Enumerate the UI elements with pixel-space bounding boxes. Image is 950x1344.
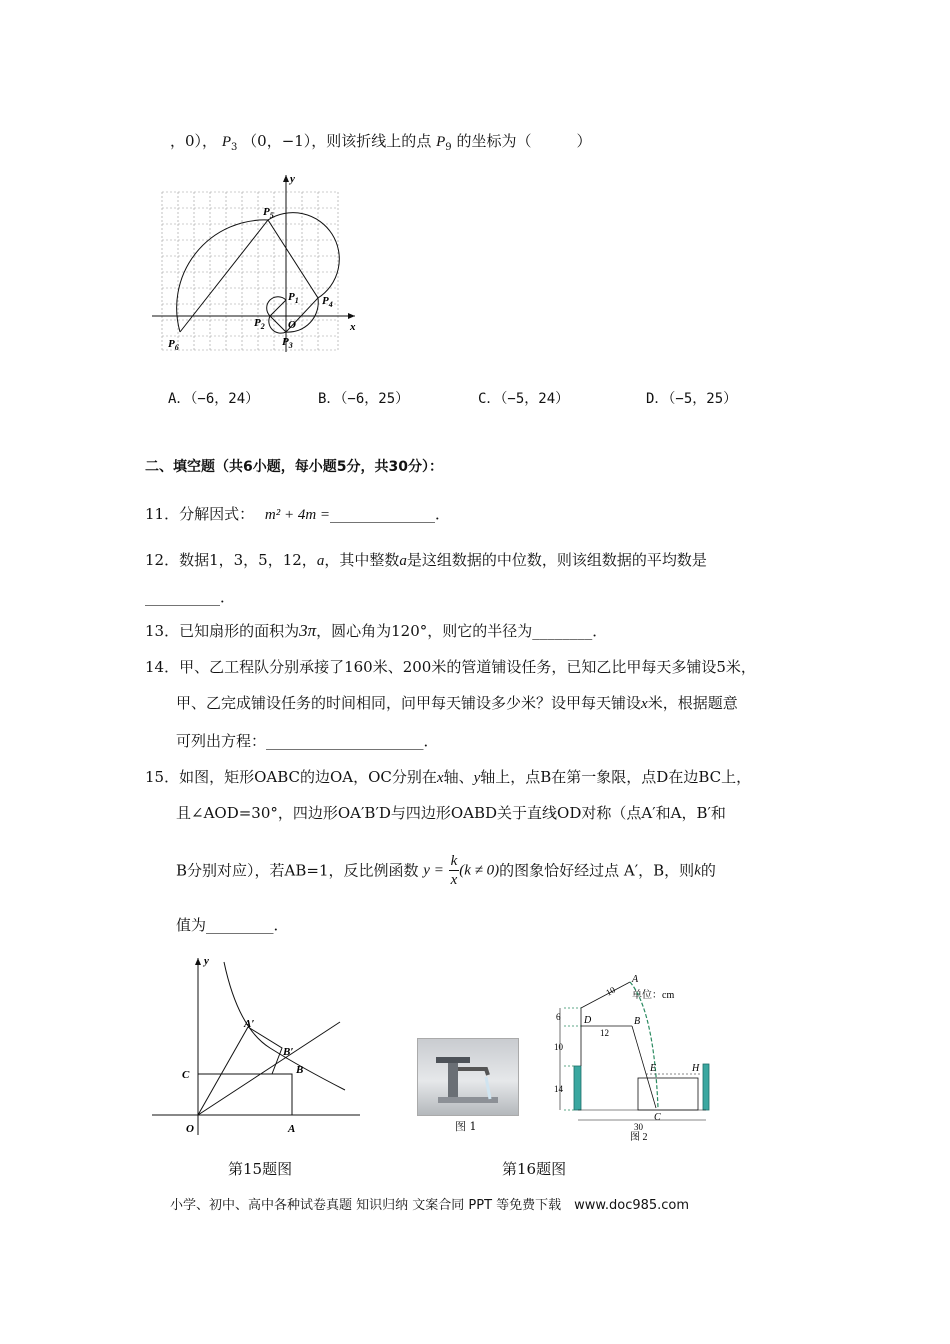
q16-faucet-photo <box>417 1038 519 1116</box>
q10-prefix: ，0）， <box>170 132 218 150</box>
q10-p9: P <box>436 134 446 150</box>
q16-unit-label: 单位：cm <box>632 990 675 1001</box>
q10-label-p4: $P_4$ <box>322 295 333 309</box>
faucet-icon <box>418 1039 518 1115</box>
q16-left-wall <box>574 1066 581 1110</box>
q10-grid <box>162 192 338 350</box>
q15-label-c: C <box>182 1069 190 1081</box>
choice-a[interactable]: A．（−6，24） <box>168 391 260 407</box>
q16-label-a: A <box>632 974 639 985</box>
q10-tail-line <box>170 130 591 159</box>
choice-d[interactable]: D．（−5，25） <box>646 391 738 407</box>
q15-label-o: O <box>186 1123 194 1135</box>
q15-line3a: B分别对应），若AB=1，反比例函数 <box>176 861 419 880</box>
q15-func-den: x <box>450 872 458 888</box>
q15-end: ． <box>273 916 289 934</box>
q14-line-2 <box>176 692 738 715</box>
q16-caption: 第16题图 <box>502 1160 567 1178</box>
q11-text: 分解因式： <box>179 505 255 523</box>
q15-func-y: y = <box>423 862 444 879</box>
q10-polyline <box>180 220 318 332</box>
q10-arc-1 <box>267 297 286 316</box>
q10-label-p6: $P_6$ <box>168 338 179 352</box>
q10-label-p3: $P_3$ <box>282 336 293 350</box>
q16-dim-10a: 10 <box>604 984 617 998</box>
q13-text1: 已知扇形的面积为 <box>179 622 300 640</box>
q10-label-p1: $P_1$ <box>288 291 299 305</box>
q15-label-a-prime: A′ <box>244 1018 255 1030</box>
q15-y-arrow <box>195 958 201 965</box>
q15-line-3 <box>176 852 716 896</box>
q16-arm <box>581 982 630 1008</box>
q15-hyperbola <box>224 962 345 1090</box>
q12-number: 12． <box>145 551 180 569</box>
q15-label-a: A <box>288 1123 296 1135</box>
q10-suffix: 的坐标为（ ） <box>456 132 592 150</box>
q16-dim-12: 12 <box>600 1028 609 1038</box>
q10-x-arrow <box>348 313 355 319</box>
q15-line1b: 轴、 <box>443 768 474 786</box>
q16-right-wall <box>703 1064 709 1110</box>
q16-label-e: E <box>650 1063 657 1074</box>
q15-rect <box>198 1074 292 1115</box>
q15-line-od <box>198 1022 340 1115</box>
q15-line-4 <box>176 914 289 936</box>
q16-dim-10b: 10 <box>554 1042 563 1052</box>
q10-p3-coord: （0，−1），则该折线上的点 <box>242 132 432 150</box>
q14-line-1 <box>145 656 756 678</box>
q11-number: 11． <box>145 505 180 523</box>
q15-func-num: k <box>450 853 458 869</box>
q11-line <box>145 503 450 526</box>
choice-c[interactable]: C．（−5，24） <box>478 391 570 407</box>
q15-fraction <box>449 852 460 889</box>
q16-fig2-caption: 图 2 <box>630 1132 648 1142</box>
q10-p3-sub: 3 <box>231 142 238 153</box>
section2-heading: 二、填空题（共6小题，每小题5分，共30分）： <box>145 459 443 475</box>
q15-line-1 <box>145 766 751 789</box>
q15-caption: 第15题图 <box>228 1160 293 1178</box>
q12-blank[interactable]: __________ <box>145 588 220 606</box>
q16-figure-2 <box>550 970 740 1142</box>
q15-line3c: 的 <box>700 861 716 880</box>
q14-var: x <box>641 696 648 712</box>
q13-line <box>145 620 607 642</box>
q13-number: 13． <box>145 622 180 640</box>
q16-dim-30: 30 <box>634 1122 643 1132</box>
q11-blank[interactable]: ______________ <box>330 505 436 523</box>
q10-figure <box>150 170 370 355</box>
q15-label-b-prime: B′ <box>283 1046 294 1058</box>
q13-blank[interactable]: ________ <box>532 622 593 640</box>
q12-text3: 是这组数据的中位数，则该组数据的平均数是 <box>406 551 707 569</box>
q15-line1c: 轴上，点B在第一象限，点D在边BC上， <box>480 768 752 786</box>
q14-line3: 可列出方程： <box>176 732 267 750</box>
q12-var2: a <box>399 553 407 569</box>
q15-quad <box>248 1027 282 1074</box>
q12-text2: ，其中整数 <box>324 551 400 569</box>
q13-end: ． <box>592 622 608 640</box>
q16-dim-6: 6 <box>556 1012 561 1022</box>
q14-end: ． <box>423 732 439 750</box>
q13-math: 3π <box>299 621 317 640</box>
q11-end: ． <box>435 505 451 523</box>
choice-b[interactable]: B．（−6，25） <box>318 391 410 407</box>
q10-p3: P <box>221 134 231 150</box>
q15-line3b: 的图象恰好经过点 A′，B，则 <box>499 861 695 880</box>
q15-label-b: B <box>296 1064 304 1076</box>
q10-p9-sub: 9 <box>445 142 452 153</box>
q15-line-oa-prime <box>198 1027 248 1115</box>
q10-label-p2: $P_2$ <box>254 317 265 331</box>
q14-line2a: 甲、乙完成铺设任务的时间相同，问甲每天铺设多少米？设甲每天铺设 <box>176 694 642 712</box>
q15-line4: 值为 <box>176 916 207 934</box>
q15-line2: 且∠AOD=30°，四边形OA′B′D与四边形OABD关于直线OD对称（点A′和A，B′和 <box>176 804 726 822</box>
q10-label-x: x <box>350 321 356 333</box>
q12-text1: 数据1，3，5，12， <box>179 551 317 569</box>
q10-arc-4 <box>268 213 339 298</box>
q15-var-x: x <box>436 770 444 786</box>
q10-label-p5: $P_5$ <box>263 206 274 220</box>
q12-var: a <box>316 553 325 569</box>
q15-number: 15． <box>145 768 180 786</box>
q10-label-y: y <box>290 173 295 185</box>
q15-var-y: y <box>473 770 481 786</box>
q16-label-d: D <box>584 1015 592 1026</box>
q12-line-2 <box>145 586 235 608</box>
q15-figure <box>150 950 365 1140</box>
q15-func-cond: (k ≠ 0) <box>459 862 500 879</box>
q15-var-k: k <box>694 862 701 879</box>
q10-arc-2 <box>269 316 286 333</box>
q14-line1-text: 甲、乙工程队分别承接了160米、200米的管道铺设任务，已知乙比甲每天多铺设5米， <box>179 658 756 676</box>
page-footer: 小学、初中、高中各种试卷真题 知识归纳 文案合同 PPT 等免费下载 www.doc985.com <box>170 1198 690 1213</box>
q14-line2b: 米，根据题意 <box>647 694 738 712</box>
q15-line-2 <box>176 802 726 824</box>
q16-fig1-caption: 图 1 <box>455 1120 477 1133</box>
q12-line-1 <box>145 549 707 572</box>
q15-label-y: y <box>204 955 209 967</box>
q14-number: 14． <box>145 658 180 676</box>
q16-dim-14: 14 <box>554 1084 563 1094</box>
q10-y-arrow <box>283 175 289 182</box>
q16-label-c: C <box>654 1112 661 1123</box>
q12-end: ． <box>220 588 236 606</box>
q11-math: m² + 4m = <box>264 507 331 523</box>
q14-blank[interactable]: _____________________ <box>266 732 424 750</box>
q16-label-h: H <box>692 1063 700 1074</box>
q14-line-3 <box>176 730 439 752</box>
q15-line1a: 如图，矩形OABC的边OA，OC分别在 <box>179 768 437 786</box>
q10-label-origin: O <box>288 319 296 331</box>
q15-blank[interactable]: _________ <box>206 916 274 934</box>
q16-label-b: B <box>634 1016 641 1027</box>
q16-basin <box>638 1078 698 1110</box>
q13-text2: ，圆心角为120°，则它的半径为 <box>316 622 533 640</box>
